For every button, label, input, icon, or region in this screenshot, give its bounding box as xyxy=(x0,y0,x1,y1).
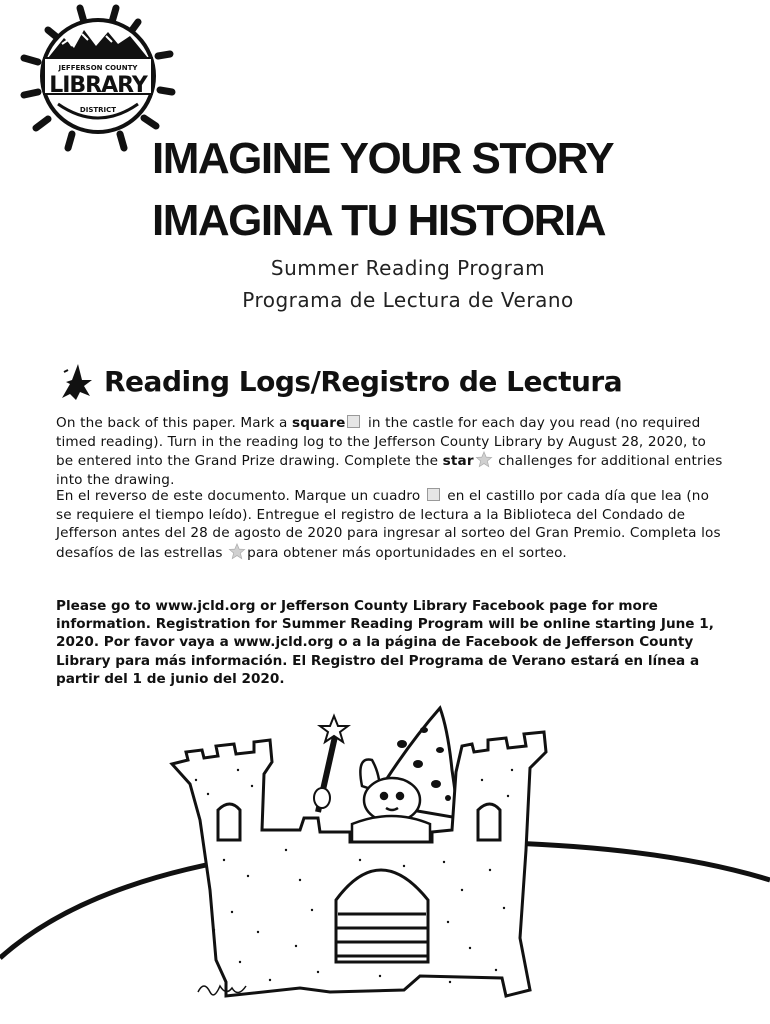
star-icon xyxy=(475,451,493,468)
subtitle-spanish: Programa de Lectura de Verano xyxy=(242,288,574,312)
castle-icon xyxy=(172,732,546,996)
instructions-es-part3: para obtener más oportunidades en el sorteo. xyxy=(247,544,567,561)
magic-wand-icon xyxy=(314,716,348,812)
square-word: square xyxy=(291,415,346,431)
instructions-es-part1: En el reverso de este documento. Marque un cuadro xyxy=(56,488,425,504)
instructions-en-part2: in the castle for each day you read (no required timed reading). Turn in the reading log to the Jefferson County Library by August 28, 2020, to be entered into the Grand Prize drawing. Complete the xyxy=(56,415,706,470)
instructions-english xyxy=(56,414,724,489)
instructions-en-part1: On the back of this paper. Mark a xyxy=(56,415,292,431)
square-icon xyxy=(347,415,360,428)
instructions-en-part3: challenges for additional entries into the drawing. xyxy=(56,453,723,488)
logo-arc-text: JEFFERSON COUNTY xyxy=(58,64,138,72)
square-icon xyxy=(427,488,440,501)
star-icon xyxy=(228,543,246,560)
star-word: star xyxy=(442,453,474,470)
page-title-english: IMAGINE YOUR STORY xyxy=(152,134,614,183)
section-heading xyxy=(56,360,622,402)
subtitle-english: Summer Reading Program xyxy=(270,256,546,280)
section-heading-text: Reading Logs/Registro de Lectura xyxy=(104,364,623,398)
registration-notice: Please go to www.jcld.org or Jefferson County Library Facebook page for more information. Registration for Summer Reading Program will be online starting June 1, 2020. Por favor vaya a www.jcld.org o a la página de Facebook de Jefferson County Library para más información. El Registro del Programa de Verano estará en línea a partir del 1 de junio del 2020. xyxy=(56,598,714,687)
page-title-spanish: IMAGINA TU HISTORIA xyxy=(152,196,606,245)
logo-sub-text: DISTRICT xyxy=(79,106,117,114)
instructions-spanish xyxy=(56,487,724,562)
wizard-silhouette-icon xyxy=(56,360,98,402)
instructions-es-part2: en el castillo por cada día que lea (no se requiere el tiempo leído). Entregue el registro de lectura a la Biblioteca del Condado de Jefferson antes del 28 de agosto de 2020 para ingresar al sorteo del Gran Premio. Completa los desafíos de las estrellas xyxy=(56,488,721,561)
logo-main-text: LIBRARY xyxy=(49,73,147,98)
castle-illustration xyxy=(0,700,770,1024)
